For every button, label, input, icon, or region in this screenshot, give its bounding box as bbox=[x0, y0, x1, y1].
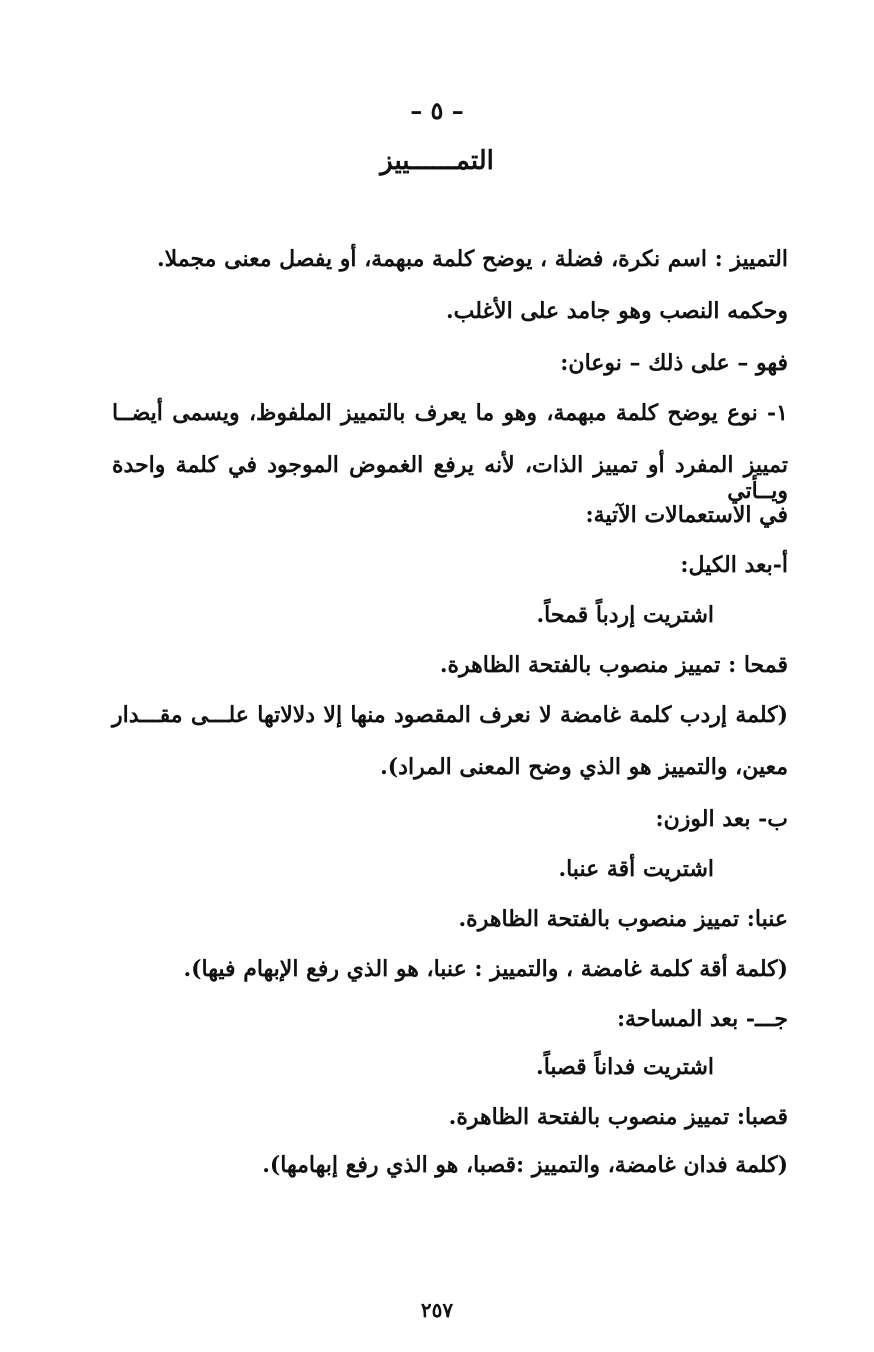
heading-after-weight: ب- بعد الوزن: bbox=[655, 806, 788, 832]
text-line-types: فهو – على ذلك – نوعان: bbox=[560, 350, 788, 376]
example-area: اشتريت فداناً قصباً. bbox=[536, 1054, 714, 1080]
explanation-measure-cont: معين، والتمييز هو الذي وضح المعنى المراد). bbox=[380, 754, 788, 780]
text-line-usages: في الاستعمالات الآتية: bbox=[585, 502, 788, 528]
heading-after-measure: أ-بعد الكيل: bbox=[680, 552, 788, 578]
text-line-type-one-cont: تمييز المفرد أو تمييز الذات، لأنه يرفع الغموض الموجود في كلمة واحدة ويــأتي bbox=[112, 452, 788, 505]
text-line-definition: التمييز : اسم نكرة، فضلة ، يوضح كلمة مبهمة، أو يفصل معنى مجملا. bbox=[156, 246, 788, 272]
analysis-weight: عنبا: تمييز منصوب بالفتحة الظاهرة. bbox=[458, 906, 788, 932]
explanation-area: (كلمة فدان غامضة، والتمييز :قصبا، هو الذي رفع إبهامها). bbox=[262, 1152, 788, 1178]
explanation-measure: (كلمة إردب كلمة غامضة لا نعرف المقصود منها إلا دلالاتها علـــى مقـــدار bbox=[112, 702, 788, 728]
analysis-measure: قمحا : تمييز منصوب بالفتحة الظاهرة. bbox=[439, 652, 788, 678]
analysis-area: قصبا: تمييز منصوب بالفتحة الظاهرة. bbox=[448, 1104, 788, 1130]
heading-after-area: جـــ- بعد المساحة: bbox=[616, 1006, 788, 1032]
text-line-ruling: وحكمه النصب وهو جامد على الأغلب. bbox=[446, 298, 788, 324]
explanation-weight: (كلمة أقة كلمة غامضة ، والتمييز : عنبا، هو الذي رفع الإبهام فيها). bbox=[183, 956, 788, 982]
text-line-type-one: ١- نوع يوضح كلمة مبهمة، وهو ما يعرف بالتمييز الملفوظ، ويسمى أيضــا bbox=[112, 400, 788, 426]
example-measure: اشتريت إردباً قمحاً. bbox=[536, 602, 714, 628]
example-weight: اشتريت أقة عنبا. bbox=[558, 856, 714, 882]
section-number: – ٥ – bbox=[410, 96, 464, 125]
page-title: التمــــــييز bbox=[380, 146, 494, 176]
page-number: ٢٥٧ bbox=[420, 1298, 454, 1322]
